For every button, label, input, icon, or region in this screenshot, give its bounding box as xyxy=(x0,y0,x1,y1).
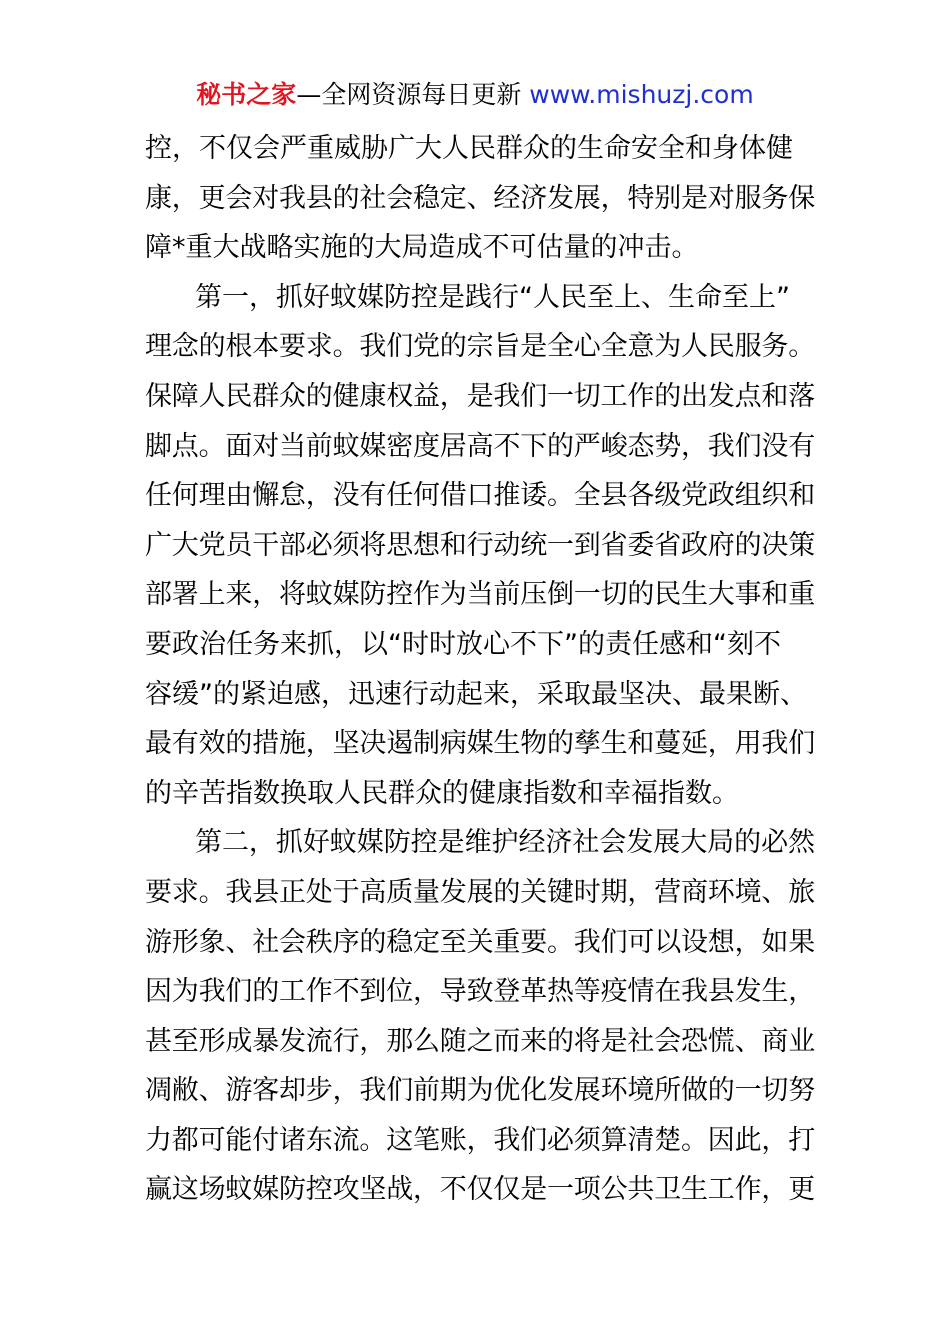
brand-name: 秘书之家 xyxy=(196,80,297,109)
document-body xyxy=(145,124,815,1215)
text-line: 控，不仅会严重威胁广大人民群众的生命安全和身体健 xyxy=(145,133,793,164)
site-url-link[interactable]: www.mishuzj.com xyxy=(529,80,754,109)
text-line: 要求。我县正处于高质量发展的关键时期，营商环境、旅 xyxy=(145,876,815,908)
text-line: 容缓”的紧迫感，迅速行动起来，采取最坚决、最果断、 xyxy=(145,678,807,710)
text-line: 广大党员干部必须将思想和行动统一到省委省政府的决策 xyxy=(145,529,815,561)
text-line: 力都可能付诸东流。这笔账，我们必须算清楚。因此，打 xyxy=(145,1124,815,1156)
text-line: 最有效的措施，坚决遏制病媒生物的孳生和蔓延，用我们 xyxy=(145,728,815,760)
text-line: 障*重大战略实施的大局造成不可估量的冲击。 xyxy=(145,232,699,264)
text-line: 任何理由懈怠，没有任何借口推诿。全县各级党政组织和 xyxy=(145,480,815,512)
text-line: 因为我们的工作不到位，导致登革热等疫情在我县发生， xyxy=(145,976,815,1008)
text-line: 康，更会对我县的社会稳定、经济发展，特别是对服务保 xyxy=(145,182,815,214)
header-tagline: —全网资源每日更新 xyxy=(296,80,530,109)
text-line: 保障人民群众的健康权益，是我们一切工作的出发点和落 xyxy=(145,380,815,412)
text-line: 的辛苦指数换取人民群众的健康指数和幸福指数。 xyxy=(145,777,739,809)
text-line: 脚点。面对当前蚊媒密度居高不下的严峻态势，我们没有 xyxy=(145,430,815,462)
text-line: 甚至形成暴发流行，那么随之而来的将是社会恐慌、商业 xyxy=(145,1025,815,1057)
text-line: 游形象、社会秩序的稳定至关重要。我们可以设想，如果 xyxy=(145,926,815,958)
page-header xyxy=(0,78,950,112)
text-line: 赢这场蚊媒防控攻坚战，不仅仅是一项公共卫生工作，更 xyxy=(145,1174,815,1206)
text-line: 第二，抓好蚊媒防控是维护经济社会发展大局的必然 xyxy=(195,827,815,859)
text-line: 理念的根本要求。我们党的宗旨是全心全意为人民服务。 xyxy=(145,331,815,363)
text-line: 部署上来，将蚊媒防控作为当前压倒一切的民生大事和重 xyxy=(145,579,815,611)
text-line: 第一，抓好蚊媒防控是践行“人民至上、生命至上” xyxy=(195,281,790,313)
text-line: 要政治任务来抓，以“时时放心不下”的责任感和“刻不 xyxy=(145,628,781,660)
text-line: 凋敝、游客却步，我们前期为优化发展环境所做的一切努 xyxy=(145,1075,815,1107)
